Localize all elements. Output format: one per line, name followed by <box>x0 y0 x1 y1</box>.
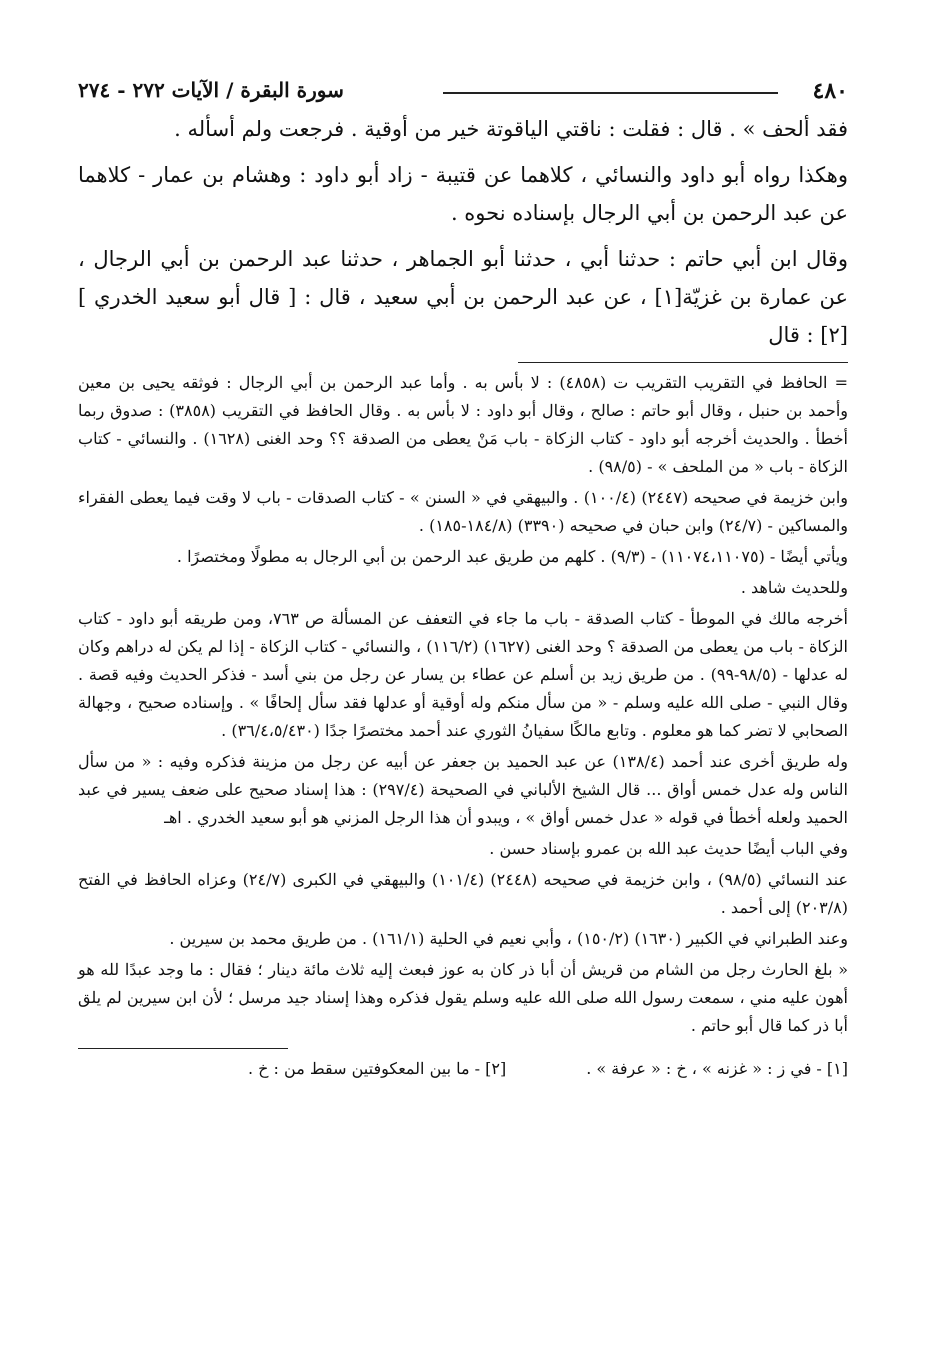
editor-notes <box>78 1055 848 1083</box>
footnote-paragraph: ويأتي أيضًا - (١١٠٧٤،١١٠٧٥) - (٩/٣) . كلهم من طريق عبد الرحمن بن أبي الرجال به مطولًا ومختصرًا . <box>176 547 848 566</box>
editor-note: [١] - في ز : « غزنه » ، خ : « عرفة » . <box>586 1059 848 1078</box>
header-divider <box>443 92 778 94</box>
footnote-paragraph: وعند الطبراني في الكبير (١٦٣٠) (١٥٠/٢) ، وأبي نعيم في الحلية (١٦١/١) . من طريق محمد بن سيرين . <box>169 929 848 948</box>
editor-notes-divider <box>78 1048 288 1049</box>
footnote-paragraph: = الحافظ في التقريب التقريب ت (٤٨٥٨) : لا بأس به . وأما عبد الرحمن بن أبي الرجال : فوثقه يحيى بن معين وأحمد بن حنبل ، وقال أبو حاتم : صالح ، وقال أبو داود : لا بأس به . وقال الحافظ في التقريب (٣٨٥٨) : صدوق ربما أخطأ . والحديث أخرجه أبو داود - كتاب الزكاة - باب مَنْ يعطى من الصدقة ؟؟ وحد الغنى (١٦٢٨) . والنسائي - كتاب الزكاة - باب « من الملحف » - (٩٨/٥) . <box>78 373 848 476</box>
document-page <box>78 70 848 1083</box>
page-header <box>78 70 848 110</box>
running-title: سورة البقرة / الآيات ٢٧٢ - ٢٧٤ <box>78 78 344 102</box>
footnote-paragraph: وله طريق أخرى عند أحمد (١٣٨/٤) عن عبد الحميد بن جعفر عن أبيه عن رجل من مزينة فذكره وفيه : « من سأل الناس وله عدل خمس أواق ... قال الشيخ الألباني في الصحيحة (٢٩٧/٤) : هذا إسناد صحيح على ضعف يسير في عبد الحميد ولعله أخطأ في قوله « عدل خمس أواق » ، ويبدو أن هذا الرجل المزني هو أبو سعيد الخدري . اهـ <box>78 752 849 827</box>
editor-note: [٢] - ما بين المعكوفتين سقط من : خ . <box>247 1059 507 1078</box>
main-paragraph: وقال ابن أبي حاتم : حدثنا أبي ، حدثنا أبو الجماهر ، حدثنا عبد الرحمن بن أبي الرجال ، عن عمارة بن غزيّة[١] ، عن عبد الرحمن بن أبي سعيد ، قال : [ قال أبو سعيد الخدري ][٢] : قال <box>78 247 849 347</box>
main-paragraph: فقد ألحف » . قال : فقلت : ناقتي الياقوتة خير من أوقية . فرجعت ولم أسأله . <box>174 117 848 141</box>
footnote-paragraph: وابن خزيمة في صحيحه (٢٤٤٧) (١٠٠/٤) . والبيهقي في « السنن » - كتاب الصدقات - باب لا وقت فيما يعطى الفقراء والمساكين - (٢٤/٧) وابن حبان في صحيحه (٣٣٩٠) (١٨٤/٨-١٨٥) . <box>78 488 848 535</box>
footnote-paragraph: وفي الباب أيضًا حديث عبد الله بن عمرو بإسناد حسن . <box>489 839 848 858</box>
footnote-paragraph: « بلغ الحارث رجل من الشام من قريش أن أبا ذر كان به عوز فبعث إليه ثلاث مائة دينار ؛ فقال : ما وجد عبدًا لله هو أهون عليه مني ، سمعت رسول الله صلى الله عليه وسلم يقول فذكره وهذا إسناد جيد مرسل ؛ لأن ابن سيرين لم يلق أبا ذر كما قال أبو حاتم . <box>78 960 848 1035</box>
footnote-paragraph: عند النسائي (٩٨/٥) ، وابن خزيمة في صحيحه (٢٤٤٨) (١٠١/٤) والبيهقي في الكبرى (٢٤/٧) وعزاه الحافظ في الفتح (٢٠٣/٨) إلى أحمد . <box>78 870 848 917</box>
footnotes <box>78 369 848 1040</box>
main-text <box>78 110 848 354</box>
main-paragraph: وهكذا رواه أبو داود والنسائي ، كلاهما عن قتيبة - زاد أبو داود : وهشام بن عمار - كلاهما عن عبد الرحمن بن أبي الرجال بإسناده نحوه . <box>78 163 848 225</box>
page-number: ٤٨٠ <box>812 78 848 104</box>
footnote-divider <box>518 362 848 363</box>
footnote-paragraph: وللحديث شاهد . <box>740 578 848 597</box>
footnote-paragraph: أخرجه مالك في الموطأ - كتاب الصدقة - باب ما جاء في التعفف عن المسألة ص ٧٦٣، ومن طريقه أبو داود - كتاب الزكاة - باب من يعطى من الصدقة ؟ وحد الغنى (١٦٢٧) (١١٦/٢) ، والنسائي - كتاب الزكاة - إذا لم يكن له دراهم وكان له عدلها - (٩٨/٥-٩٩) . من طريق زيد بن أسلم عن عطاء بن يسار عن رجل من بني أسد - فذكر الحديث وفيه قصة . وقال النبي - صلى الله عليه وسلم - « من سأل منكم وله أوقية أو عدلها فقد سأل إلحافًا » . وإسناده صحيح ، وجهالة الصحابي لا تضر كما هو معلوم . وتابع مالكًا سفيانُ الثوري عند أحمد مختصرًا جدًا (٣٦/٤،٥/٤٣٠) . <box>78 609 848 740</box>
